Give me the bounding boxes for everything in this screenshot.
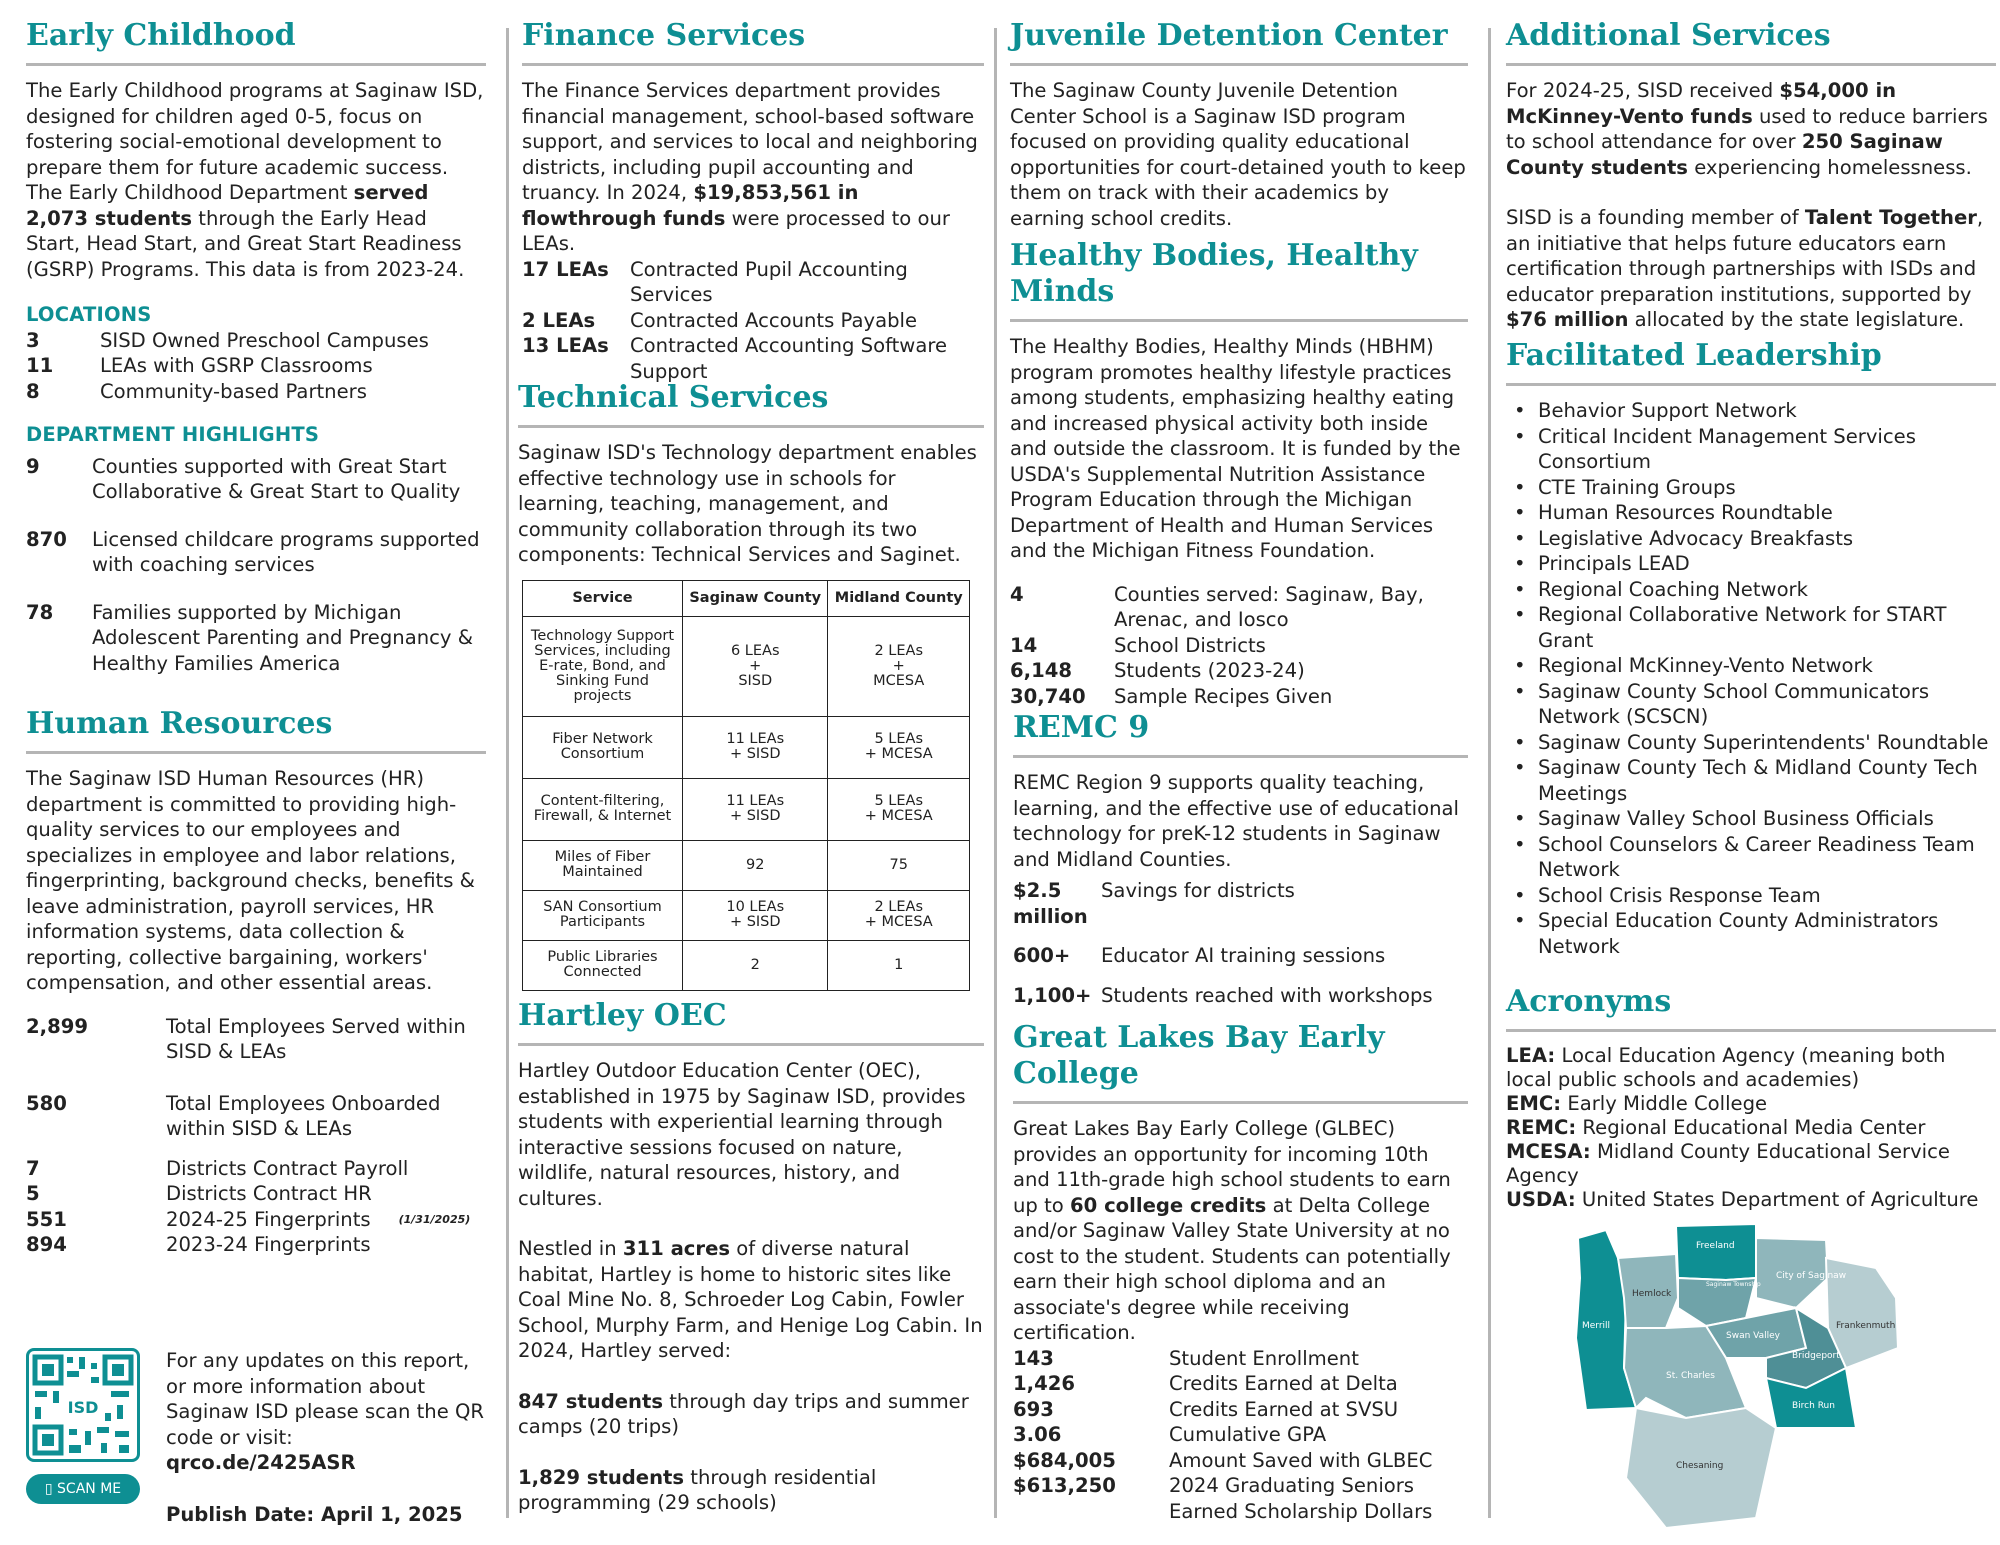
- remc-stat: [1013, 983, 1468, 1009]
- stat-number: 2,899: [26, 1014, 88, 1038]
- acronym-value: Midland County Educational Service Agency: [1506, 1140, 1950, 1187]
- stat-number: 13 LEAs: [522, 334, 609, 357]
- report-url[interactable]: qrco.de/2425ASR: [166, 1451, 356, 1474]
- stat-label: Credits Earned at SVSU: [1169, 1397, 1399, 1421]
- map-label: Chesaning: [1676, 1461, 1724, 1471]
- stat-label: SISD Owned Preschool Campuses: [100, 328, 429, 352]
- table-row: [523, 940, 970, 990]
- saginaw-county-map: [1566, 1218, 1966, 1545]
- contact-text-block: [166, 1348, 486, 1527]
- stat-number: 30,740: [1010, 684, 1086, 708]
- table-row: [523, 616, 970, 716]
- table-cell: 5 LEAs + MCESA: [828, 778, 970, 840]
- acronym-item: [1506, 1140, 1996, 1188]
- table-cell: Public Libraries Connected: [523, 940, 683, 990]
- acronym-value: Regional Educational Media Center: [1576, 1116, 1926, 1139]
- column-divider: [994, 28, 997, 1518]
- stat-number: 6,148: [1010, 659, 1072, 682]
- hartley-title: Hartley OEC: [518, 998, 984, 1046]
- hartley-stat-residential: 1,829 students through residential programming (29 schools): [518, 1465, 877, 1514]
- finance-stats: [522, 257, 984, 385]
- technical-services-table: [522, 580, 970, 991]
- hr-stat: [26, 1091, 486, 1142]
- leadership-item: • Saginaw County School Communicators Network (SCSCN): [1506, 679, 1996, 730]
- hartley-text-2: Nestled in 311 acres of diverse natural habitat, Hartley is home to historic sites like Coal Mine No. 8, Schroeder Log Cabin, Fowler School, Murphy Farm, and Henige Log Cabin. In 2024, Hartley served:: [518, 1237, 983, 1362]
- finance-text: The Finance Services department provides financial management, school-based software support, and services to local and neighboring districts, including pupil accounting and truancy. In 2024, $19,853,561 in flowthrough funds were processed to our LEAs.: [522, 79, 978, 255]
- finance-section: [522, 18, 984, 384]
- early-childhood-title: Early Childhood: [26, 18, 486, 66]
- leadership-item: • Saginaw County Tech & Midland County Tech Meetings: [1506, 755, 1996, 806]
- stat-label: 2024-25 Fingerprints: [166, 1207, 371, 1231]
- table-cell: 1: [828, 940, 970, 990]
- remc-text: REMC Region 9 supports quality teaching, learning, and the effective use of educational technology for preK-12 students in Saginaw and Midland Counties.: [1013, 771, 1459, 871]
- table-cell: 6 LEAs + SISD: [683, 616, 828, 716]
- map-label: Saginaw Township: [1706, 1281, 1761, 1288]
- table-cell: Technology Support Services, including E-rate, Bond, and Sinking Fund projects: [523, 616, 683, 716]
- juvenile-detention-title: Juvenile Detention Center: [1010, 18, 1468, 66]
- stat-label: Student Enrollment: [1169, 1346, 1359, 1370]
- glbec-stat: [1013, 1346, 1468, 1372]
- stat-number: 7: [26, 1156, 40, 1180]
- table-row: [523, 890, 970, 940]
- juvenile-detention-section: [1010, 18, 1468, 231]
- hartley-section: [518, 998, 984, 1516]
- map-label: Frankenmuth: [1836, 1321, 1896, 1331]
- stat-label: School Districts: [1114, 633, 1266, 657]
- table-cell: 92: [683, 840, 828, 890]
- stat-number: $613,250: [1013, 1474, 1116, 1497]
- stat-label: Community-based Partners: [100, 379, 367, 403]
- leadership-item: • Regional Collaborative Network for START Grant: [1506, 602, 1996, 653]
- stat-label: Families supported by Michigan Adolescent Parenting and Pregnancy & Healthy Families America: [92, 600, 473, 675]
- leadership-item: • Behavior Support Network: [1506, 398, 1996, 424]
- stat-number: 17 LEAs: [522, 257, 609, 281]
- leadership-item: • Principals LEAD: [1506, 551, 1996, 577]
- acronyms-list: [1506, 1044, 1996, 1212]
- remc-stat: [1013, 943, 1468, 969]
- stat-label: Licensed childcare programs supported with coaching services: [92, 527, 480, 576]
- stat-number: 78: [26, 600, 54, 624]
- hr-stat: [26, 1207, 486, 1233]
- mckinney-vento-text: For 2024-25, SISD received $54,000 in McKinney-Vento funds used to reduce barriers to school attendance for over 250 Saginaw County students experiencing homelessness.: [1506, 79, 1988, 179]
- hbhm-stat: [1010, 658, 1468, 684]
- highlight-item: [26, 527, 486, 578]
- stat-number: 8: [26, 379, 40, 403]
- stat-label: Contracted Pupil Accounting Services: [630, 257, 908, 306]
- glbec-stat: [1013, 1422, 1468, 1448]
- acronym-value: Early Middle College: [1561, 1092, 1768, 1115]
- acronym-item: [1506, 1116, 1996, 1140]
- glbec-stat: [1013, 1448, 1468, 1474]
- table-cell: 2 LEAs + MCESA: [828, 616, 970, 716]
- hbhm-stat: [1010, 633, 1468, 659]
- hbhm-title: Healthy Bodies, Healthy Minds: [1010, 238, 1468, 322]
- acronym-key: EMC:: [1506, 1092, 1562, 1115]
- stat-label: LEAs with GSRP Classrooms: [100, 354, 373, 377]
- technical-services-title: Technical Services: [518, 380, 984, 428]
- stat-label: Educator AI training sessions: [1101, 944, 1386, 967]
- acronym-value: Local Education Agency (meaning both local public schools and academies): [1506, 1044, 1946, 1091]
- column-divider: [506, 28, 509, 1518]
- glbec-stats: [1013, 1346, 1468, 1525]
- hartley-text-1: Hartley Outdoor Education Center (OEC), established in 1975 by Saginaw ISD, provides students with experiential learning through interactive sessions focused on nature, wildlife, natural resources, history, and cultures.: [518, 1059, 966, 1210]
- highlight-item: [26, 454, 486, 505]
- stat-number: 3.06: [1013, 1423, 1062, 1446]
- acronym-item: [1506, 1092, 1996, 1116]
- locations-heading: LOCATIONS: [26, 303, 152, 326]
- table-cell: 10 LEAs + SISD: [683, 890, 828, 940]
- stat-label: Districts Contract Payroll: [166, 1156, 409, 1180]
- leadership-item: • CTE Training Groups: [1506, 475, 1996, 501]
- leadership-item: • Saginaw Valley School Business Officials: [1506, 806, 1996, 832]
- stat-label: Students (2023-24): [1114, 659, 1305, 682]
- table-header-row: [523, 580, 970, 616]
- county-map: [1566, 1218, 1966, 1545]
- stat-number: 5: [26, 1182, 40, 1205]
- update-text: For any updates on this report, or more information about Saginaw ISD please scan the QR code or visit:: [166, 1349, 485, 1449]
- hbhm-text: The Healthy Bodies, Healthy Minds (HBHM) program promotes healthy lifestyle practices among students, emphasizing healthy eating and increased physical activity both inside and outside the classroom. It is funded by the USDA's Supplemental Nutrition Assistance Program Education through the Michigan Department of Health and Human Services and the Michigan Fitness Foundation.: [1010, 335, 1461, 562]
- stat-label: Counties served: Saginaw, Bay, Arenac, and Iosco: [1114, 582, 1424, 631]
- table-cell: 2: [683, 940, 828, 990]
- publish-date: Publish Date: April 1, 2025: [166, 1502, 463, 1526]
- stat-number: 551: [26, 1207, 67, 1231]
- table-row: [523, 840, 970, 890]
- scan-me-button[interactable]: [26, 1474, 140, 1504]
- glbec-stat: [1013, 1397, 1468, 1423]
- leadership-item: • Legislative Advocacy Breakfasts: [1506, 526, 1996, 552]
- glbec-stat: [1013, 1473, 1468, 1524]
- map-label: Merrill: [1582, 1321, 1611, 1331]
- table-cell: SAN Consortium Participants: [523, 890, 683, 940]
- remc-stats: [1013, 878, 1468, 1008]
- stat-number: 1,100+: [1013, 983, 1092, 1007]
- remc-section: [1013, 710, 1468, 1008]
- glbec-text: Great Lakes Bay Early College (GLBEC) provides an opportunity for incoming 10th and 11th-grade high school students to earn up to 60 college credits at Delta College and/or Saginaw Valley State University at no cost to the student. Students can potentially earn their high school diploma and an associate's degree while receiving certification.: [1013, 1117, 1451, 1344]
- stat-label: Cumulative GPA: [1169, 1423, 1327, 1446]
- stat-number: 2 LEAs: [522, 308, 596, 332]
- stat-number: 14: [1010, 633, 1038, 657]
- stat-label: 2023-24 Fingerprints: [166, 1233, 371, 1256]
- locations-list: [26, 328, 486, 405]
- additional-services-section: [1506, 18, 1996, 333]
- contact-block: [26, 1348, 486, 1538]
- stat-number: $684,005: [1013, 1448, 1116, 1472]
- leadership-item: • Regional McKinney-Vento Network: [1506, 653, 1996, 679]
- table-header-cell: Saginaw County: [683, 580, 828, 616]
- hr-stat: [26, 1181, 486, 1207]
- stat-label: Contracted Accounting Software Support: [630, 334, 948, 383]
- remc-stat: [1013, 878, 1468, 929]
- facilitated-leadership-section: [1506, 338, 1996, 959]
- map-label: Swan Valley: [1726, 1331, 1780, 1341]
- stat-number: 3: [26, 328, 40, 352]
- leadership-item: • Human Resources Roundtable: [1506, 500, 1996, 526]
- map-label: St. Charles: [1666, 1371, 1715, 1381]
- qr-code-icon: [29, 1351, 137, 1459]
- leadership-item: • Critical Incident Management Services Consortium: [1506, 424, 1996, 475]
- department-highlights-heading: DEPARTMENT HIGHLIGHTS: [26, 423, 320, 446]
- human-resources-text: The Saginaw ISD Human Resources (HR) department is committed to providing high-quality services to our employees and specializes in employee and labor relations, fingerprinting, background checks, benefits & leave administration, payroll services, HR information systems, data collection & reporting, collective bargaining, workers' compensation, and other essential areas.: [26, 767, 475, 994]
- stat-label: Credits Earned at Delta: [1169, 1372, 1398, 1395]
- acronym-key: LEA:: [1506, 1044, 1556, 1067]
- glbec-title: Great Lakes Bay Early College: [1013, 1020, 1468, 1104]
- stat-number: 4: [1010, 582, 1024, 606]
- additional-services-title: Additional Services: [1506, 18, 1996, 66]
- technical-services-section: [518, 380, 984, 991]
- acronym-key: REMC:: [1506, 1116, 1577, 1139]
- table-row: [523, 716, 970, 778]
- acronym-item: [1506, 1044, 1996, 1092]
- scan-me-label: SCAN ME: [57, 1481, 122, 1497]
- table-cell: 11 LEAs + SISD: [683, 716, 828, 778]
- hr-stat: [26, 1232, 486, 1258]
- stat-label: Total Employees Served within SISD & LEAs: [166, 1014, 466, 1063]
- table-cell: Fiber Network Consortium: [523, 716, 683, 778]
- leadership-item: • School Counselors & Career Readiness Team Network: [1506, 832, 1996, 883]
- early-childhood-text: The Early Childhood programs at Saginaw ISD, designed for children aged 0-5, focus on fostering social-emotional development to prepare them for future academic success. The Early Childhood Department served 2,073 students through the Early Head Start, Head Start, and Great Start Readiness (GSRP) Programs. This data is from 2023-24.: [26, 79, 484, 281]
- highlights-list: [26, 454, 486, 677]
- acronym-key: USDA:: [1506, 1188, 1576, 1211]
- hbhm-stat: [1010, 582, 1468, 633]
- phone-icon: ▯: [44, 1481, 58, 1497]
- hr-stats-contracts: [26, 1156, 486, 1258]
- qr-code[interactable]: [26, 1348, 140, 1462]
- stat-label: 2024 Graduating Seniors Earned Scholarship Dollars: [1169, 1474, 1433, 1523]
- qr-brand-text: ISD: [67, 1398, 99, 1417]
- map-label: Hemlock: [1632, 1289, 1672, 1299]
- leadership-item: • Special Education County Administrators Network: [1506, 908, 1996, 959]
- stat-number: 11: [26, 354, 54, 377]
- stat-number: 580: [26, 1091, 67, 1115]
- juvenile-detention-text: The Saginaw County Juvenile Detention Center School is a Saginaw ISD program focused on providing quality educational opportunities for court-detained youth to keep them on track with their academics by earning school credits.: [1010, 79, 1466, 230]
- table-cell: 75: [828, 840, 970, 890]
- talent-together-text: SISD is a founding member of Talent Together, an initiative that helps future educators earn certification through partnerships with ISDs and educator preparation institutions, supported by $76 million allocated by the state legislature.: [1506, 206, 1984, 331]
- stat-label: Sample Recipes Given: [1114, 684, 1333, 708]
- stat-number: 894: [26, 1233, 67, 1256]
- map-label: City of Saginaw: [1776, 1271, 1847, 1281]
- stat-label: Districts Contract HR: [166, 1182, 372, 1205]
- location-item: [26, 328, 486, 354]
- table-header-cell: Service: [523, 580, 683, 616]
- map-label: Bridgeport: [1792, 1351, 1840, 1361]
- hartley-stat-day: 847 students through day trips and summer camps (20 trips): [518, 1389, 969, 1438]
- acronyms-section: [1506, 984, 1996, 1212]
- map-region-freeland: [1676, 1224, 1756, 1280]
- human-resources-section: [26, 706, 486, 1258]
- finance-item: [522, 257, 984, 308]
- table-cell: 2 LEAs + MCESA: [828, 890, 970, 940]
- glbec-stat: [1013, 1371, 1468, 1397]
- map-label: Birch Run: [1792, 1401, 1835, 1411]
- stat-number: $2.5 million: [1013, 879, 1088, 928]
- finance-title: Finance Services: [522, 18, 984, 66]
- stat-label: Savings for districts: [1101, 879, 1295, 902]
- leadership-item: • Saginaw County Superintendents' Roundtable: [1506, 730, 1996, 756]
- glbec-section: [1013, 1020, 1468, 1524]
- acronym-key: MCESA:: [1506, 1140, 1591, 1163]
- table-header-cell: Midland County: [828, 580, 970, 616]
- stat-number: 143: [1013, 1346, 1054, 1370]
- stat-number: 693: [1013, 1397, 1054, 1421]
- table-cell: Miles of Fiber Maintained: [523, 840, 683, 890]
- hbhm-stat: [1010, 684, 1468, 710]
- table-cell: Content-filtering, Firewall, & Internet: [523, 778, 683, 840]
- leadership-item: • Regional Coaching Network: [1506, 577, 1996, 603]
- finance-item: [522, 308, 984, 334]
- acronym-item: [1506, 1188, 1996, 1212]
- facilitated-leadership-list: [1506, 398, 1996, 959]
- stat-number: 9: [26, 454, 40, 478]
- stat-number: 1,426: [1013, 1372, 1075, 1395]
- stat-label: Contracted Accounts Payable: [630, 308, 918, 332]
- hr-stats-employees: [26, 1014, 486, 1142]
- stat-label: Students reached with workshops: [1101, 983, 1433, 1007]
- hbhm-section: [1010, 238, 1468, 709]
- early-childhood-section: [26, 18, 486, 676]
- facilitated-leadership-title: Facilitated Leadership: [1506, 338, 1996, 386]
- acronyms-title: Acronyms: [1506, 984, 1996, 1032]
- table-cell: 5 LEAs + MCESA: [828, 716, 970, 778]
- stat-label: Amount Saved with GLBEC: [1169, 1448, 1433, 1472]
- table-row: [523, 778, 970, 840]
- technical-services-text: Saginaw ISD's Technology department enables effective technology use in schools for learning, teaching, management, and community collaboration through its two components: Technical Services and Saginet.: [518, 441, 977, 566]
- fingerprint-note: (1/31/2025): [398, 1212, 471, 1226]
- stat-label: Counties supported with Great Start Collaborative & Great Start to Quality: [92, 454, 461, 503]
- stat-number: 870: [26, 527, 67, 551]
- hr-stat: [26, 1156, 486, 1182]
- stat-label: Total Employees Onboarded within SISD & LEAs: [166, 1091, 441, 1140]
- map-label: Freeland: [1696, 1241, 1735, 1251]
- location-item: [26, 353, 486, 379]
- column-divider: [1488, 28, 1491, 1518]
- table-cell: 11 LEAs + SISD: [683, 778, 828, 840]
- remc-title: REMC 9: [1013, 710, 1468, 758]
- finance-item: [522, 333, 984, 384]
- hr-stat: [26, 1014, 486, 1065]
- acronym-value: United States Department of Agriculture: [1575, 1188, 1979, 1211]
- leadership-item: • School Crisis Response Team: [1506, 883, 1996, 909]
- human-resources-title: Human Resources: [26, 706, 486, 754]
- hbhm-stats: [1010, 582, 1468, 710]
- highlight-item: [26, 600, 486, 677]
- stat-number: 600+: [1013, 944, 1071, 967]
- location-item: [26, 379, 486, 405]
